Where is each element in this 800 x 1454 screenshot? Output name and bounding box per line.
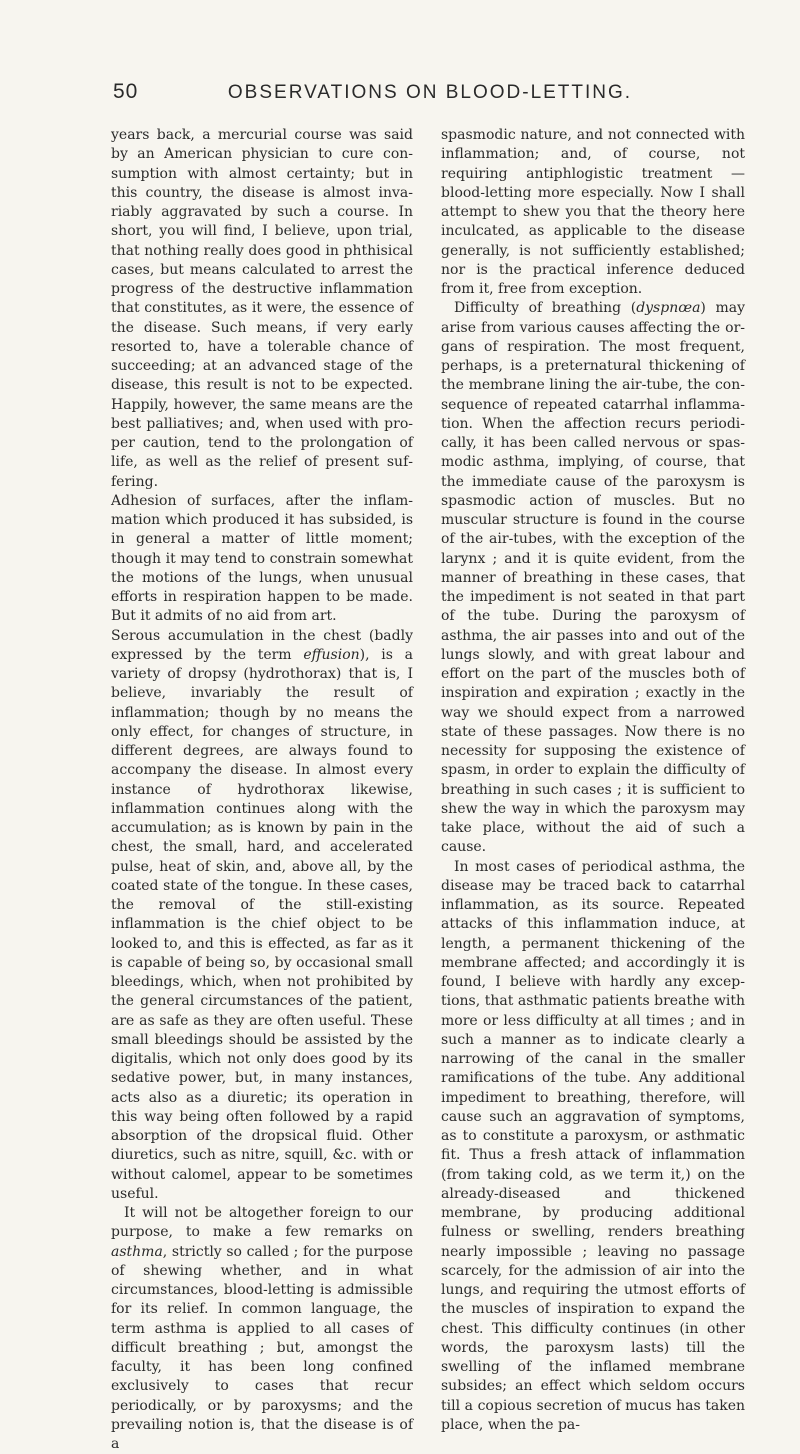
page-number: 50 bbox=[113, 80, 139, 103]
paragraph-text: Serous accumulation in the chest (badly expressed by the term bbox=[111, 627, 413, 663]
paragraph bbox=[441, 299, 745, 857]
paragraph: spasmodic nature, and not connected with inflammation; and, of course, not requiring antiphlogistic treatment — blood-letting more especially. Now I shall attempt to shew you that the theory here inculcated, as applicable to the disease generally, is not sufficiently established; nor is the practical inference deduced from it, free from exception. bbox=[441, 127, 745, 297]
paragraph: In most cases of periodical asthma, the disease may be traced back to catarrhal inflammation, as its source. Repeated attacks of this inflammation induce, at length, a permanent thickening of the membrane affected; and accordingly it is found, I believe with hardly any exceptions, that asthmatic patients breathe with more or less difficulty at all times ; and in such a manner as to indicate clearly a narrowing of the canal in the smaller ramifications of the tube. Any additional impediment to breathing, therefore, will cause such an aggravation of symptoms, as to constitute a paroxysm, or asthmatic fit. Thus a fresh attack of inflammation (from taking cold, as we term it,) on the already-diseased and thickened membrane, by producing additional fulness or swelling, renders breathing nearly impossible ; leaving no passage scarcely, for the admission of air into the lungs, and requiring the utmost efforts of the muscles of inspiration to expand the chest. This difficulty continues (in other words, the paroxysm lasts) till the swelling of the inflamed membrane subsides; an effect which seldom occurs till a copious secretion of mucus has taken place, when the pa- bbox=[441, 858, 745, 1433]
paragraph bbox=[111, 1204, 413, 1454]
italic-term: asthma bbox=[111, 1243, 163, 1260]
left-column bbox=[111, 126, 413, 1454]
paragraph-text: Difficulty of breathing ( bbox=[454, 300, 637, 317]
paragraph bbox=[111, 627, 413, 1205]
paragraph-text: It will not be altogether foreign to our purpose, to make a few remarks on bbox=[111, 1205, 413, 1241]
italic-term: effusion bbox=[303, 646, 360, 663]
running-head: OBSERVATIONS ON BLOOD-LETTING. bbox=[227, 82, 633, 103]
paragraph-text: ) may arise from various causes affecting the organs of respiration. The most frequent, perhaps, is a preternatural thickening of the membrane lining the air-tube, the consequence of repeated catarrhal inflammation. When the affection recurs periodically, it has been called nervous or spasmodic asthma, implying, of course, that the immediate cause of the paroxysm is spasmodic action of muscles. But no muscular structure is found in the course of the air-tubes, with the exception of the larynx ; and it is quite evident, from the manner of breathing in these cases, that the impediment is not seated in that part of the tube. During the paroxysm of asthma, the air passes into and out of the lungs slowly, and with great labour and effort on the part of the muscles both of inspiration and expiration ; exactly in the way we should expect from a narrowed state of these passages. Now there is no necessity for supposing the existence of spasm, in order to explain the difficulty of breathing in such cases ; it is sufficient to shew the way in which the paroxysm may take place, without the aid of such a cause. bbox=[441, 300, 745, 856]
paragraph: Adhesion of surfaces, after the inflammation which produced it has subsided, is in general a matter of little moment; though it may tend to constrain somewhat the motions of the lungs, when unusual efforts in respiration happen to be made. But it admits of no aid from art. bbox=[111, 492, 413, 625]
page-header bbox=[0, 80, 800, 110]
italic-term: dyspnœa bbox=[636, 300, 701, 317]
paragraph-text: , strictly so called ; for the purpose of shewing whether, and in what circumstances, blood-letting is admissible for its relief. In common language, the term asthma is applied to all cases of difficult breathing ; but, amongst the faculty, it has been long confined exclusively to cases that recur periodically, or by paroxysms; and the prevailing notion is, that the disease is of a bbox=[111, 1243, 413, 1452]
paragraph-text: ), is a variety of dropsy (hydrothorax) that is, I believe, invariably the result of inflammation; though by no means the only effect, for changes of structure, in different degrees, are always found to accompany the disease. In almost every instance of hydrothorax likewise, inflammation continues along with the accumulation; as is known by pain in the chest, the small, hard, and accelerated pulse, heat of skin, and, above all, by the coated state of the tongue. In these cases, the removal of the still-existing inflammation is the chief object to be looked to, and this is effected, as far as it is capable of being so, by occasional small bleedings, which, when not prohibited by the general circumstances of the patient, are as safe as they are often useful. These small bleedings should be assisted by the digitalis, which not only does good by its sedative power, but, in many instances, acts also as a diuretic; its operation in this way being often followed by a rapid absorption of the dropsical fluid. Other diuretics, such as nitre, squill, &c. with or without calomel, appear to be sometimes useful. bbox=[111, 646, 414, 1202]
paragraph: years back, a mercurial course was said by an American physician to cure consumption with almost certainty; but in this country, the disease is almost invariably aggravated by such a course. In short, you will find, I believe, upon trial, that nothing really does good in phthisical cases, but means calculated to arrest the progress of the destructive inflammation that constitutes, as it were, the essence of the disease. Such means, if very early resorted to, have a tolerable chance of succeeding; at an advanced stage of the disease, this result is not to be expected. Happily, however, the same means are the best palliatives; and, when used with proper caution, tend to the prolongation of life, as well as the relief of present suffering. bbox=[111, 127, 413, 490]
right-column bbox=[441, 126, 745, 1435]
